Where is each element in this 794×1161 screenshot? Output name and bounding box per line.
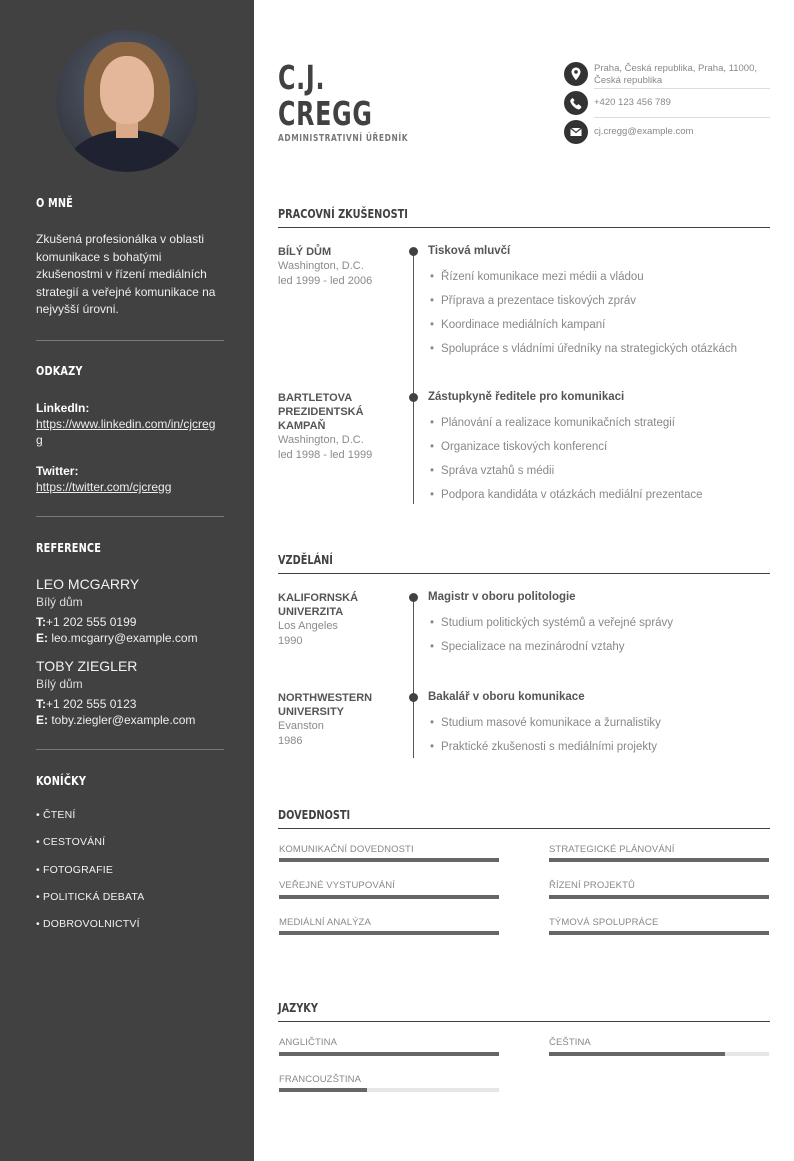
reference-phone: T:+1 202 555 0123 — [36, 697, 137, 711]
section-rule — [278, 1021, 770, 1022]
profile-photo — [56, 30, 198, 172]
degree-bullet: • Studium masové komunikace a žurnalistiky — [430, 717, 661, 729]
job-bullet: • Organizace tiskových konferencí — [430, 441, 607, 453]
section-rule — [278, 227, 770, 228]
education-heading: VZDĚLÁNÍ — [278, 552, 333, 567]
graduation-year: 1990 — [278, 635, 303, 647]
job-bullet: • Příprava a prezentace tiskových zpráv — [430, 295, 636, 307]
language-label: ANGLIČTINA — [279, 1037, 338, 1048]
sidebar — [0, 0, 254, 1161]
skill-bar — [549, 895, 769, 899]
section-rule — [278, 573, 770, 574]
timeline-dot — [409, 393, 418, 402]
language-label: ČEŠTINA — [549, 1037, 591, 1048]
skill-label: MEDIÁLNÍ ANALÝZA — [279, 917, 371, 928]
contact-email[interactable]: cj.cregg@example.com — [594, 126, 694, 137]
school-name: NORTHWESTERN UNIVERSITY — [278, 692, 373, 718]
email-icon — [564, 120, 588, 144]
school-name: KALIFORNSKÁ UNIVERZITA — [278, 592, 359, 618]
employer-location: Washington, D.C. — [278, 260, 364, 272]
employer-location: Washington, D.C. — [278, 434, 364, 446]
languages-heading: JAZYKY — [278, 1000, 318, 1015]
skill-bar — [279, 858, 499, 862]
skill-bar — [549, 858, 769, 862]
degree-title: Magistr v oboru politologie — [428, 591, 576, 603]
job-bullet: • Řízení komunikace mezi médii a vládou — [430, 271, 644, 283]
section-rule — [278, 828, 770, 829]
divider — [36, 749, 224, 750]
divider — [594, 117, 770, 118]
skill-label: VEŘEJNÉ VYSTUPOVÁNÍ — [279, 880, 395, 891]
skill-label: TÝMOVÁ SPOLUPRÁCE — [549, 917, 659, 928]
language-label: FRANCOUZŠTINA — [279, 1074, 362, 1085]
divider — [594, 88, 770, 89]
skill-bar — [279, 895, 499, 899]
timeline-dot — [409, 593, 418, 602]
job-bullet: • Koordinace mediálních kampaní — [430, 319, 605, 331]
location-icon — [564, 62, 588, 86]
contact-phone: +420 123 456 789 — [594, 97, 671, 108]
skill-bar — [279, 931, 499, 935]
skill-label: STRATEGICKÉ PLÁNOVÁNÍ — [549, 844, 675, 855]
reference-name: TOBY ZIEGLER — [36, 658, 138, 674]
job-bullet: • Správa vztahů s médii — [430, 465, 554, 477]
employer-name: BARTLETOVA PREZIDENTSKÁ KAMPAŇ — [278, 392, 364, 432]
reference-org: Bílý dům — [36, 677, 83, 691]
language-bar — [549, 1052, 769, 1056]
hobby-item: • FOTOGRAFIE — [36, 864, 114, 876]
job-role: ADMINISTRATIVNÍ ÚŘEDNÍK — [278, 133, 409, 144]
hobby-item: • DOBROVOLNICTVÍ — [36, 918, 140, 930]
timeline-line — [413, 252, 414, 504]
language-bar — [279, 1052, 499, 1056]
employment-dates: led 1999 - led 2006 — [278, 275, 373, 287]
reference-org: Bílý dům — [36, 595, 83, 609]
reference-email: E: leo.mcgarry@example.com — [36, 631, 198, 645]
timeline-dot — [409, 247, 418, 256]
timeline-line — [413, 598, 414, 758]
hobby-item: • ČTENÍ — [36, 809, 76, 821]
about-heading: O MNĚ — [36, 195, 73, 210]
name-last: CREGG — [278, 94, 373, 133]
about-text: Zkušená profesionálka v oblasti komunikace s bohatými zkušenostmi v řízení mediálních strategií a veřejné komunikace na nejvyšší úrovni. — [36, 232, 216, 316]
degree-bullet: • Studium politických systémů a veřejné správy — [430, 617, 673, 629]
contact-address: Praha, Česká republika, Praha, 11000, Česká republika — [594, 63, 758, 86]
reference-phone: T:+1 202 555 0199 — [36, 615, 137, 629]
skill-label: ŘÍZENÍ PROJEKTŮ — [549, 880, 635, 891]
job-title: Tisková mluvčí — [428, 245, 511, 257]
employment-dates: led 1998 - led 1999 — [278, 449, 373, 461]
timeline-dot — [409, 693, 418, 702]
experience-heading: PRACOVNÍ ZKUŠENOSTI — [278, 206, 408, 221]
skill-label: KOMUNIKAČNÍ DOVEDNOSTI — [279, 844, 414, 855]
job-bullet: • Plánování a realizace komunikačních strategií — [430, 417, 675, 429]
divider — [36, 340, 224, 341]
phone-icon — [564, 91, 588, 115]
degree-title: Bakalář v oboru komunikace — [428, 691, 585, 703]
hobby-item: • CESTOVÁNÍ — [36, 836, 106, 848]
degree-bullet: • Specializace na mezinárodní vztahy — [430, 641, 625, 653]
skill-bar — [549, 931, 769, 935]
graduation-year: 1986 — [278, 735, 303, 747]
employer-name: BÍLÝ DŮM — [278, 246, 332, 258]
language-bar — [279, 1088, 499, 1092]
twitter-link[interactable]: https://twitter.com/cjcregg — [36, 480, 172, 494]
job-title: Zástupkyně ředitele pro komunikaci — [428, 391, 625, 403]
skills-heading: DOVEDNOSTI — [278, 807, 351, 822]
reference-email: E: toby.ziegler@example.com — [36, 713, 196, 727]
degree-bullet: • Praktické zkušenosti s mediálními projekty — [430, 741, 657, 753]
reference-name: LEO MCGARRY — [36, 576, 140, 592]
name-first: C.J. — [278, 58, 326, 97]
links-heading: ODKAZY — [36, 363, 83, 378]
references-heading: REFERENCE — [36, 540, 102, 555]
divider — [36, 516, 224, 517]
linkedin-label: LinkedIn: — [36, 401, 90, 415]
job-bullet: • Spolupráce s vládními úředníky na strategických otázkách — [430, 343, 737, 355]
job-bullet: • Podpora kandidáta v otázkách mediální prezentace — [430, 489, 703, 501]
twitter-label: Twitter: — [36, 464, 79, 478]
school-location: Los Angeles — [278, 620, 338, 632]
hobbies-heading: KONÍČKY — [36, 773, 87, 788]
school-location: Evanston — [278, 720, 324, 732]
linkedin-link[interactable]: https://www.linkedin.com/in/cjcregg — [36, 417, 216, 447]
hobby-item: • POLITICKÁ DEBATA — [36, 891, 145, 903]
